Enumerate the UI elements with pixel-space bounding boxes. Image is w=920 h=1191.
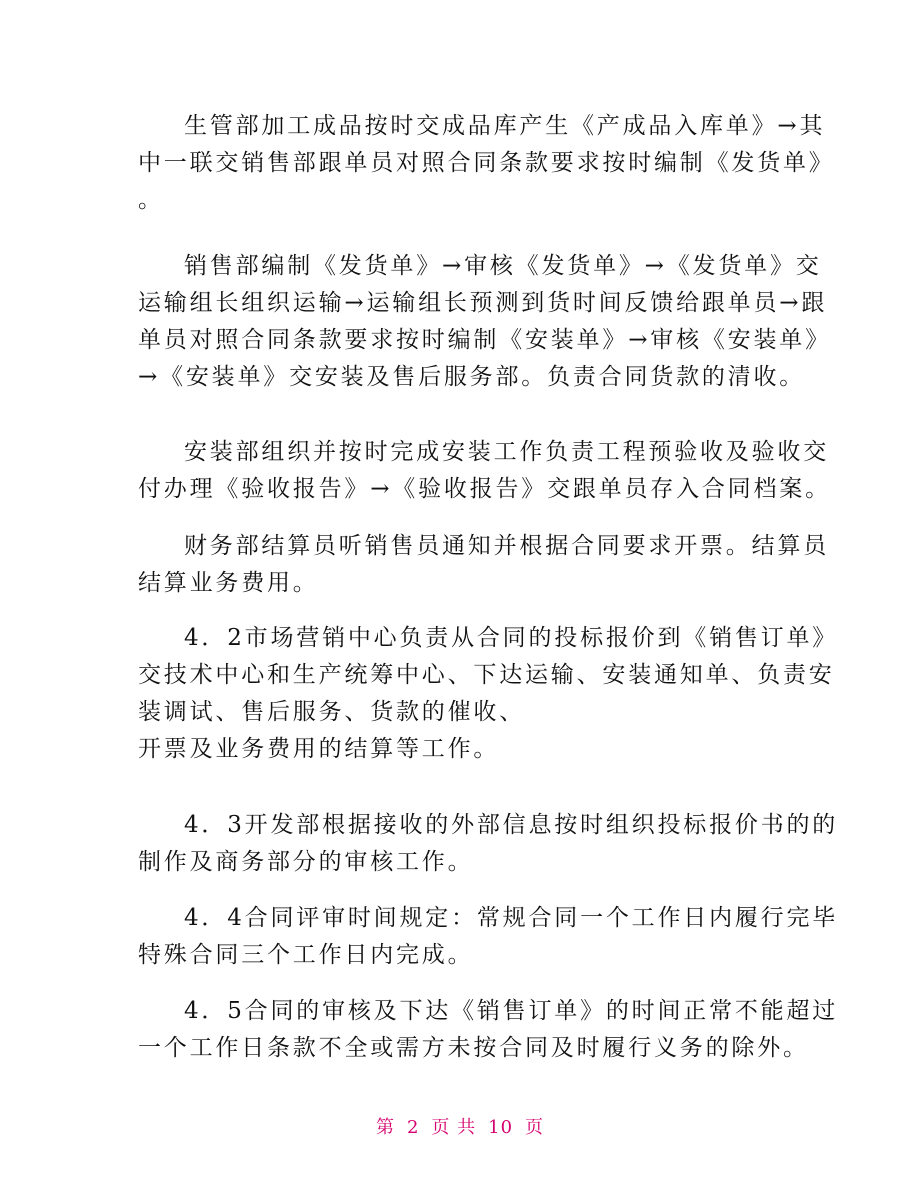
paragraph-3 xyxy=(138,434,831,508)
paragraph-line: 开票及业务费用的结算等工作。 xyxy=(138,736,500,762)
footer-mid: 页 共 xyxy=(431,1117,477,1138)
paragraph-line: 销售部编制《发货单》→审核《发货单》→《发货单》交 xyxy=(184,253,822,279)
paragraph-line: 。 xyxy=(138,187,164,213)
paragraph-line: 交技术中心和生产统筹中心、下达运输、安装通知单、负责安 xyxy=(138,662,835,688)
paragraph-8 xyxy=(138,993,839,1067)
footer-prefix: 第 xyxy=(375,1117,395,1138)
paragraph-line: 一个工作日条款不全或需方未按合同及时履行义务的除外。 xyxy=(138,1035,809,1061)
paragraph-line: 制作及商务部分的审核工作。 xyxy=(138,849,474,875)
page-number: 2 xyxy=(406,1117,420,1138)
paragraph-line: 4．2市场营销中心负责从合同的投标报价到《销售订单》 xyxy=(184,625,839,651)
paragraph-line: 生管部加工成品按时交成品库产生《产成品入库单》→其 xyxy=(184,113,826,139)
paragraph-1 xyxy=(138,108,835,219)
paragraph-line: 安装部组织并按时完成安装工作负责工程预验收及验收交 xyxy=(184,439,829,465)
paragraph-line: →《安装单》交安装及售后服务部。负责合同货款的清收。 xyxy=(138,364,806,390)
page-total: 10 xyxy=(488,1117,514,1138)
paragraph-line: 特殊合同三个工作日内完成。 xyxy=(138,942,474,968)
paragraph-line: 中一联交销售部跟单员对照合同条款要求按时编制《发货单》 xyxy=(138,150,835,176)
paragraph-6 xyxy=(138,807,839,881)
paragraph-line: 4．3开发部根据接收的外部信息按时组织投标报价书的的 xyxy=(184,812,839,838)
paragraph-4 xyxy=(138,528,829,602)
paragraph-5 xyxy=(138,620,839,768)
paragraph-line: 4．4合同评审时间规定：常规合同一个工作日内履行完毕 xyxy=(184,905,839,931)
paragraph-line: 付办理《验收报告》→《验收报告》交跟单员存入合同档案。 xyxy=(138,476,831,502)
paragraph-line: 财务部结算员听销售员通知并根据合同要求开票。结算员 xyxy=(184,533,829,559)
footer-suffix: 页 xyxy=(525,1117,545,1138)
paragraph-7 xyxy=(138,900,839,974)
paragraph-line: 结算业务费用。 xyxy=(138,570,319,596)
paragraph-line: 装调试、售后服务、货款的催收、 xyxy=(138,699,525,725)
paragraph-line: 单员对照合同条款要求按时编制《安装单》→审核《安装单》 xyxy=(138,327,831,353)
page-footer xyxy=(0,1113,920,1139)
paragraph-2 xyxy=(138,248,831,396)
paragraph-line: 4．5合同的审核及下达《销售订单》的时间正常不能超过 xyxy=(184,998,839,1024)
paragraph-line: 运输组长组织运输→运输组长预测到货时间反馈给跟单员→跟 xyxy=(138,290,828,316)
